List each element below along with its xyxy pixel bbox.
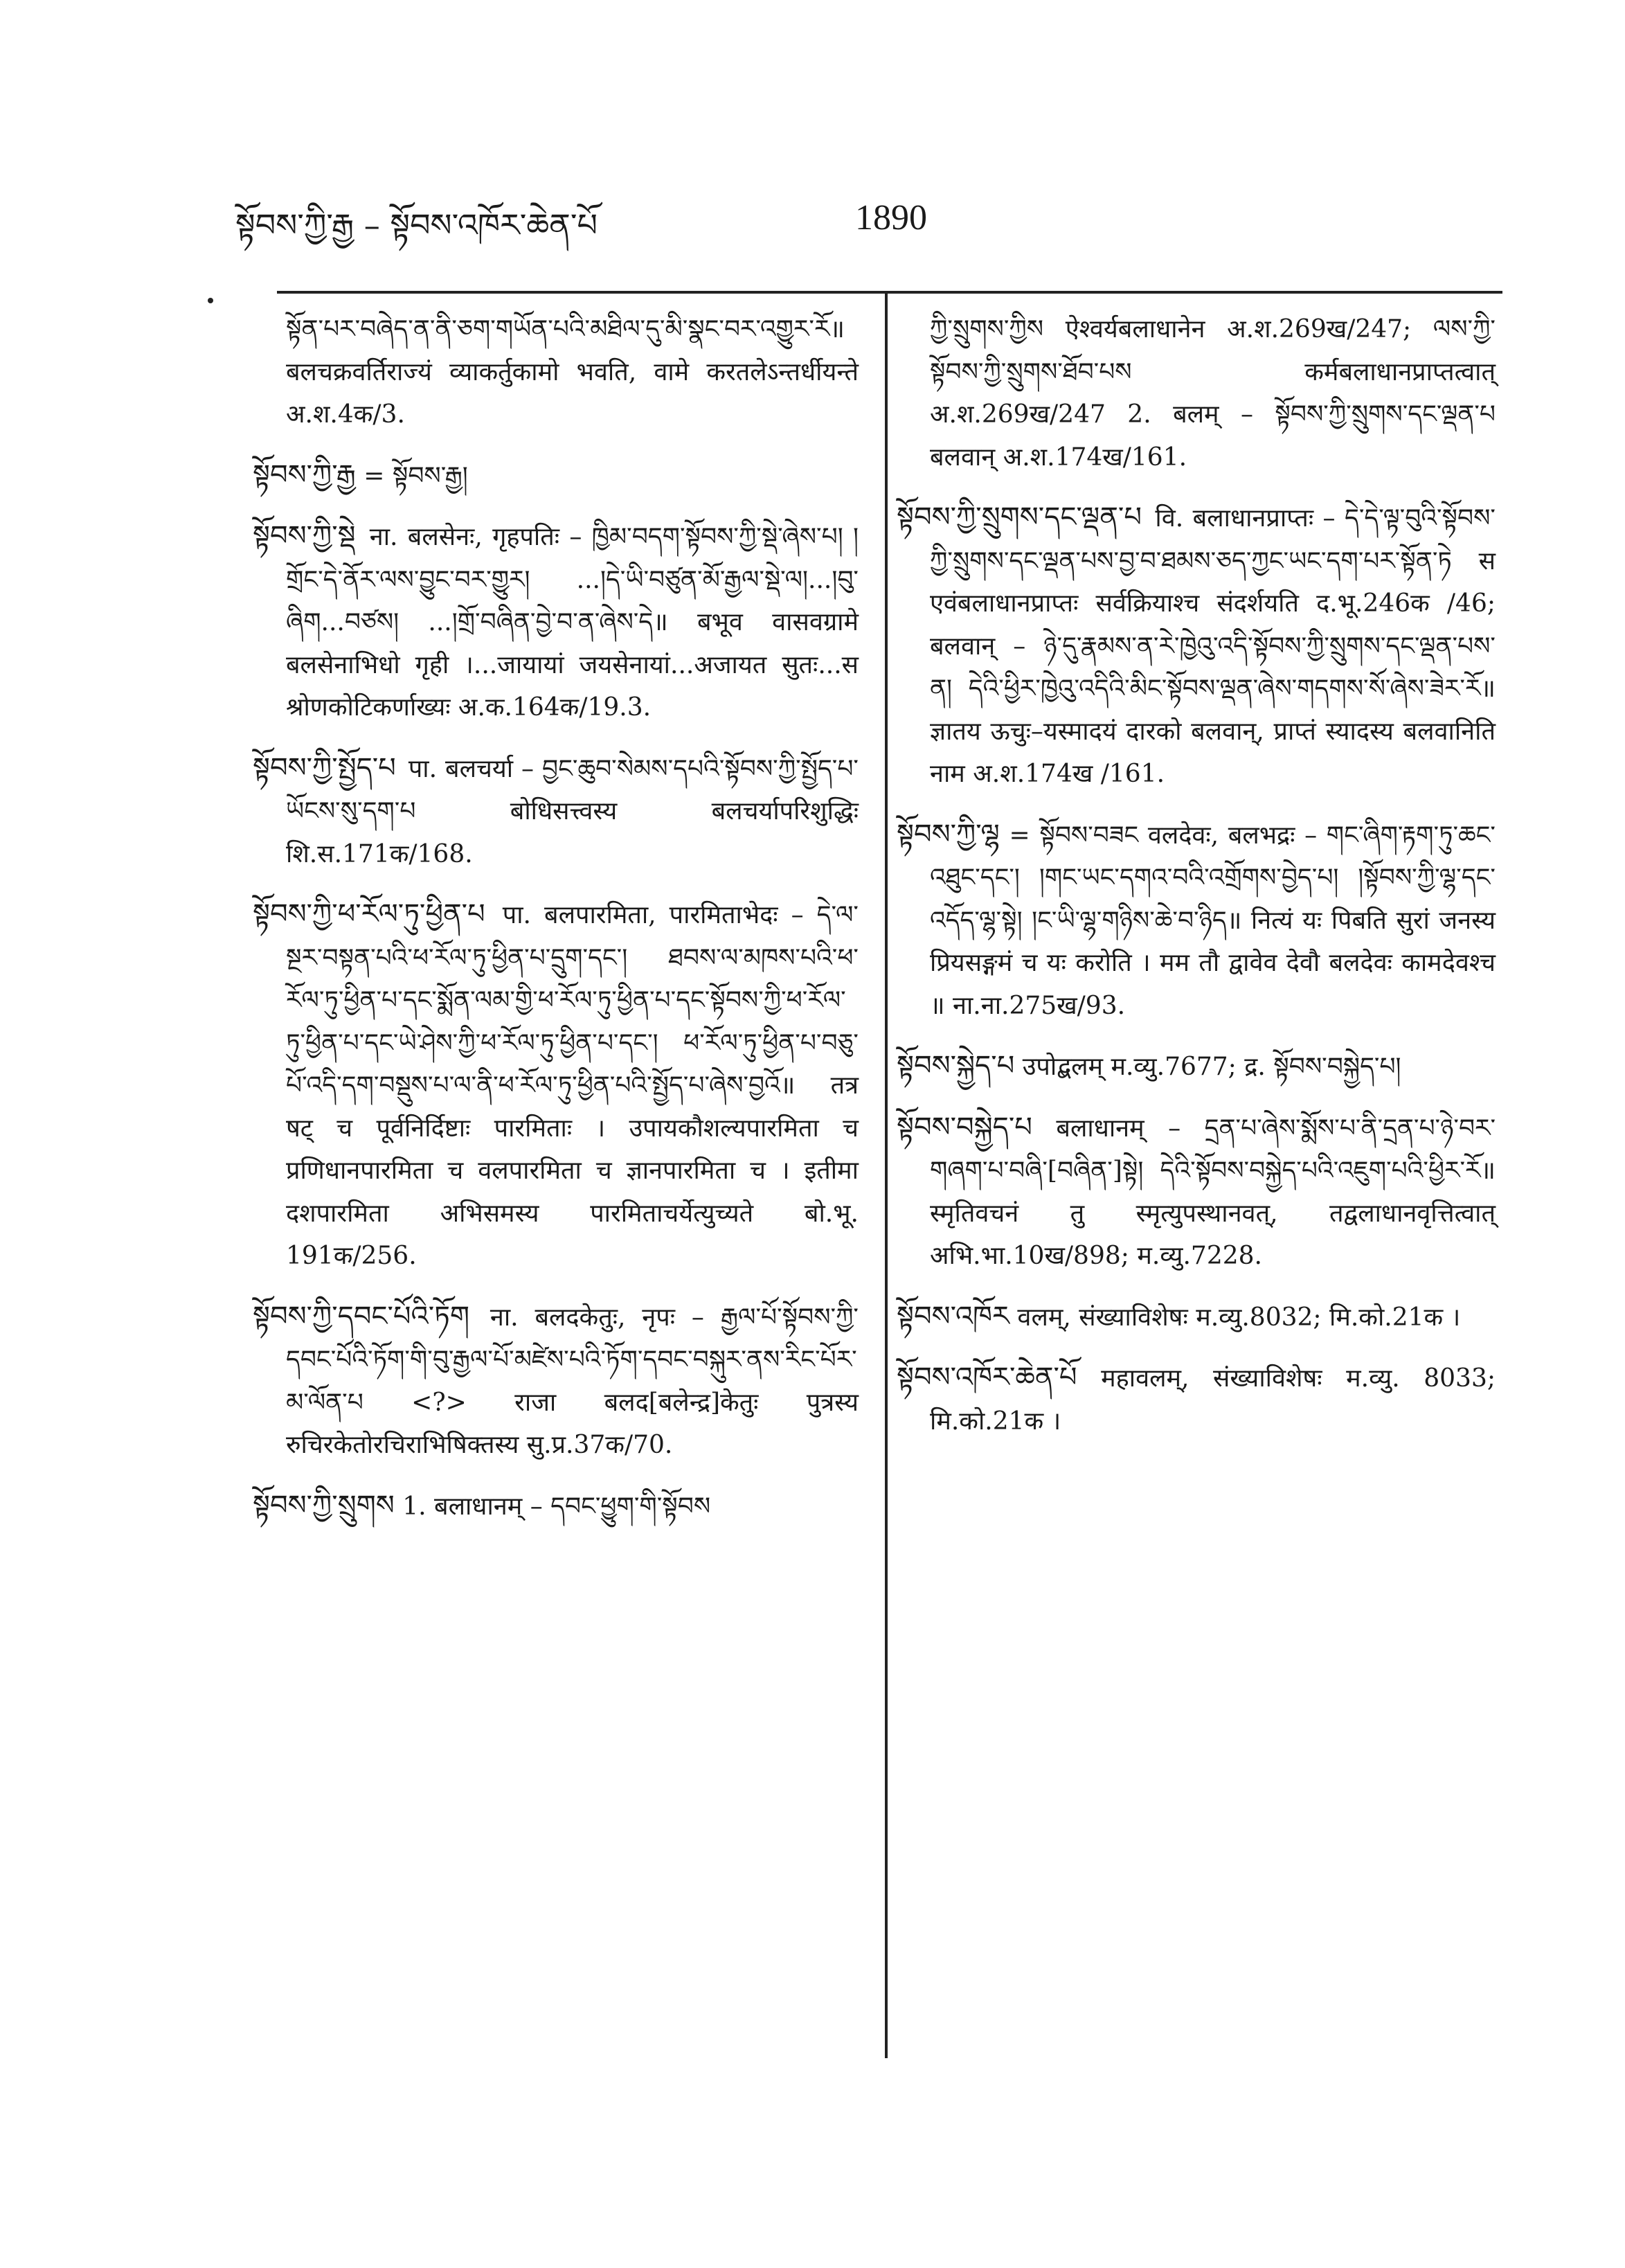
entry-headword: སྟོབས་འཁོར་ཆེན་པོ xyxy=(897,1361,1077,1393)
entry-grammar-label: पा. xyxy=(502,901,531,929)
entry-headword: སྟོབས་སྐྱེད་པ xyxy=(897,1050,1015,1082)
entry-headword: སྟོབས་ཀྱི་ཕ་རོལ་ཏུ་ཕྱིན་པ xyxy=(253,898,485,930)
entry-grammar-label: पा. xyxy=(408,754,438,783)
dictionary-entry xyxy=(897,1357,1496,1443)
entry-headword: སྟོབས་ཀྱི་དབང་པོའི་ཏོག xyxy=(253,1300,469,1332)
entry-headword: སྟོབས་ཀྱི་སྡེ xyxy=(253,520,356,552)
right-column xyxy=(897,308,1496,1461)
left-column xyxy=(253,308,859,1546)
entry-headword: སྟོབས་བསྐྱེད་པ xyxy=(897,1111,1032,1143)
running-header-headwords: སྟོབས་ཀྱི་རྒྱ – སྟོབས་འཁོར་ཆེན་པོ xyxy=(235,206,598,244)
entry-headword: སྟོབས་ཀྱི་སྤྱོད་པ xyxy=(253,751,396,784)
entry-text: बलपारमिता, पारमिताभेदः – དེ་ལ་སྔར་བསྟན་པའི་ཕ་རོལ་ཏུ་ཕྱིན་པ་དྲུག་དང་། ཐབས་ལ་མཁས་པའི་ཕ་རོལ་ཏུ་ཕྱིན་པ་དང་སྨོན་ལམ་གྱི་ཕ་རོལ་ཏུ་ཕྱིན་པ་དང་སྟོབས་ཀྱི་ཕ་རོལ་ཏུ་ཕྱིན་པ་དང་ཡེ་ཤེས་ཀྱི་ཕ་རོལ་ཏུ་ཕྱིན་པ་དང་། ཕ་རོལ་ཏུ་ཕྱིན་པ་བཅུ་པོ་འདི་དག་བསྡུས་པ་ལ་ནི་ཕ་རོལ་ཏུ་ཕྱིན་པའི་སྤྱོད་པ་ཞེས་བྱའོ॥ तत्र षट् च पूर्वनिर्दिष्टाः पारमिताः । उपायकौशल्यपारमिता च प्रणिधानपारमिता च वलपारमिता च ज्ञानपारमिता च । इतीमा दशपारमिता अभिसमस्य पारमिताचर्येत्युच्यते बो.भू. 191क/256. xyxy=(286,901,859,1270)
dictionary-entry xyxy=(253,747,859,876)
dictionary-entry xyxy=(897,1296,1496,1339)
entry-text: 1. बलाधानम् – དབང་ཕྱུག་གི་སྟོབས xyxy=(402,1492,711,1521)
entry-text: महावलम्, संख्याविशेषः म.व्यु. 8033; मि.को.21क । xyxy=(930,1364,1496,1436)
entry-text: बलचर्या – བྱང་ཆུབ་སེམས་དཔའི་སྟོབས་ཀྱི་སྤྱོད་པ་ཡོངས་སུ་དག་པ बोधिसत्त्वस्य बलचर्यापरिशुद्धिः शि.स.171क/168. xyxy=(286,754,859,868)
dictionary-entry xyxy=(253,1296,859,1467)
entry-text: उपोद्बलम् म.व्यु.7677; द्र. སྟོབས་བསྐྱེད་པ། xyxy=(1022,1053,1401,1081)
dictionary-entry xyxy=(253,1485,859,1528)
dictionary-entry xyxy=(253,454,859,498)
entry-headword: སྟོབས་ཀྱི་སྲུགས་དང་ལྡན་པ xyxy=(897,501,1142,533)
page-number: 1890 xyxy=(855,198,927,238)
dictionary-entry xyxy=(897,1045,1496,1089)
stray-dot xyxy=(208,298,213,303)
entry-text: बलाधानम् – དྲན་པ་ཞེས་སྨོས་པ་ནི་དྲན་པ་ཉེ་བར་གཞག་པ་བཞི་[བཞིན་]སྟེ། དེའི་སྟོབས་བསྐྱེད་པའི་འཇུག་པའི་ཕྱིར་རོ॥ स्मृतिवचनं तु स्मृत्युपस्थानवत्, तद्वलाधानवृत्तित्वात् अभि.भा.10ख/898; म.व्यु.7228. xyxy=(930,1114,1496,1270)
dictionary-entry xyxy=(897,814,1496,1028)
column-divider xyxy=(885,292,888,2058)
entry-headword: སྟོབས་ཀྱི་རྒྱ xyxy=(253,458,356,491)
dictionary-entry xyxy=(253,308,859,436)
entry-grammar-label: ना. xyxy=(369,523,398,551)
dictionary-entry xyxy=(253,515,859,729)
entry-text: = སྟོབས་རྒྱ། xyxy=(363,461,468,490)
entry-text: སྟོན་པར་བཞེད་ན་ནི་ཅག་གཡོན་པའི་མཐིལ་དུ་མི་སྣང་བར་འགྱུར་རོ॥ बलचक्रवर्तिराज्यं व्याकर्तुकामो भवति, वामे करतलेऽन्तर्धीयन्ते अ.श.4क/3. xyxy=(286,315,859,429)
dictionary-entry xyxy=(897,308,1496,479)
entry-grammar-label: ना. xyxy=(490,1303,519,1332)
entry-text: बलाधानप्राप्तः – དེ་དེ་ལྟ་བུའི་སྟོབས་ཀྱི་སྲུགས་དང་ལྡན་པས་བྱ་བ་ཐམས་ཅད་ཀྱང་ཡང་དག་པར་སྟོན་ཏེ स एवंबलाधानप्राप्तः सर्वक्रियाश्च संदर्शयति द.भू.246क /46; बलवान् – ཉེ་དུ་རྣམས་ན་རེ་ཁྱེའུ་འདི་སྟོབས་ཀྱི་སྲུགས་དང་ལྡན་པས་ན། དེའི་ཕྱིར་ཁྱེའུ་འདིའི་མིང་སྟོབས་ལྡན་ཞེས་གདགས་སོ་ཞེས་ཟེར་རོ॥ ज्ञातय ऊचुः–यस्मादयं दारको बलवान्, प्राप्तं स्यादस्य बलवानिति नाम अ.श.174ख /161. xyxy=(930,504,1496,788)
dictionary-entry xyxy=(253,893,859,1278)
entry-text: ཀྱི་སྲུགས་ཀྱིས ऐश्वर्यबलाधानेन अ.श.269ख/247; ལས་ཀྱི་སྟོབས་ཀྱི་སྲུགས་ཐོབ་པས कर्मबलाधानप्राप्तत्वात् अ.श.269ख/247 2. बलम् – སྟོབས་ཀྱི་སྲུགས་དང་ལྡན་པ बलवान् अ.श.174ख/161. xyxy=(930,315,1496,472)
dictionary-entry xyxy=(897,497,1496,796)
entry-text: बलसेनः, गृहपतिः – ཁྱིམ་བདག་སྟོབས་ཀྱི་སྡེ་ཞེས་པ། །གྲོང་དེ་ནོར་ལས་བྱུང་བར་གྱུར། ...།དེ་ཡི་བཙུན་མོ་རྒྱལ་སྡེ་ལ།...།བུ་ཞིག...བཙས། ...།གྲོ་བཞིན་བྱེ་བ་ན་ཞེས་དེ॥ बभूव वासवग्रामे बलसेनाभिधो गृही ।...जायायां जयसेनायां...अजायत सुतः...स श्रोणकोटिकर्णाख्यः अ.क.164क/19.3. xyxy=(286,523,859,722)
entry-text: वलम्, संख्याविशेषः म.व्यु.8032; मि.को.21क । xyxy=(1017,1303,1461,1332)
entry-text: बलदकेतुः, नृपः – རྒྱལ་པོ་སྟོབས་ཀྱི་དབང་པོའི་ཏོག་གི་བུ་རྒྱལ་པོ་མཛེས་པའི་ཏོག་དབང་བསྐུར་ནས་རིང་པོར་མ་ལོན་པ <?> राजा बलद[बलेन्द्र]केतुः पुत्रस्य रुचिरकेतोरचिराभिषिक्तस्य सु.प्र.37क/70. xyxy=(286,1303,859,1459)
entry-headword: སྟོབས་ཀྱི་སྲུགས xyxy=(253,1489,395,1521)
entry-headword: སྟོབས་འཁོར xyxy=(897,1300,1009,1332)
entry-grammar-label: वि. xyxy=(1155,504,1184,533)
entry-text: = སྟོབས་བཟང वलदेवः, बलभद्रः – གང་ཞིག་རྟག་ཏུ་ཆང་འཐུང་དང་། །གང་ཡང་དགའ་བའི་འགྲོགས་བྱེད་པ། །སྟོབས་ཀྱི་ལྷ་དང་འདོད་ལྷ་སྟེ། །ང་ཡི་ལྷ་གཉིས་ཆེ་བ་ཉིད॥ नित्यं यः पिबति सुरां जनस्य प्रियसङ्गमं च यः करोति । मम तौ द्वावेव देवौ बलदेवः कामदेवश्च ॥ ना.ना.275ख/93. xyxy=(930,821,1496,1020)
entry-headword: སྟོབས་ཀྱི་ལྷ xyxy=(897,818,1000,850)
header-rule xyxy=(277,291,1502,294)
dictionary-entry xyxy=(897,1107,1496,1278)
